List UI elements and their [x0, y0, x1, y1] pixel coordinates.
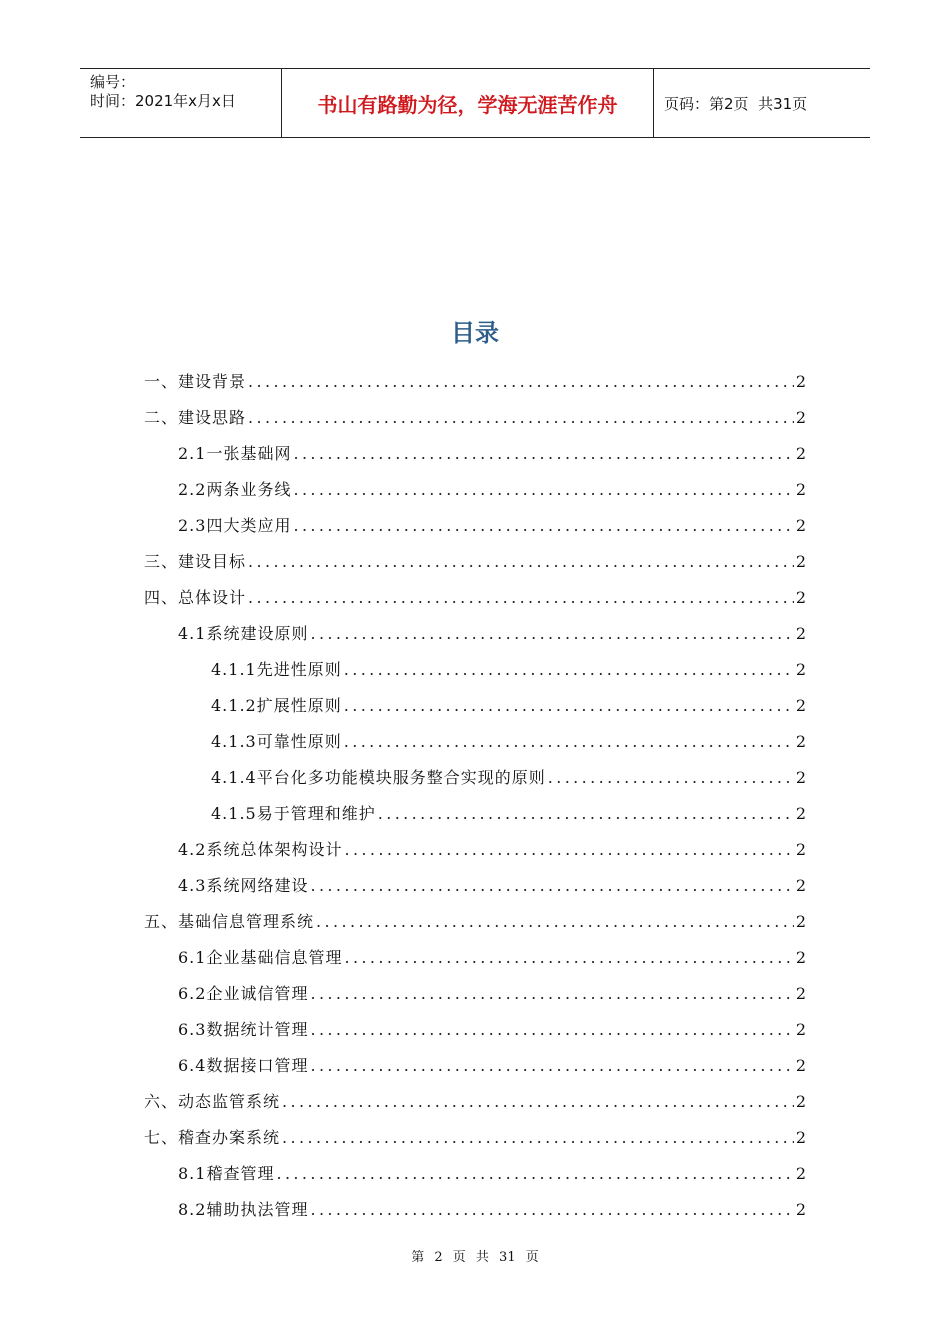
header-meta-cell	[80, 69, 282, 137]
toc-entry[interactable]	[211, 730, 806, 754]
toc-leader	[310, 1018, 793, 1042]
toc-leader	[293, 514, 793, 538]
date-label: 时间：2021年x月x日	[90, 92, 236, 110]
toc-entry-label: 4.2系统总体架构设计	[178, 840, 343, 859]
toc-entry-label: 4.1.2扩展性原则	[211, 696, 342, 715]
toc-entry[interactable]	[144, 550, 806, 574]
toc-entry-label: 8.1稽查管理	[178, 1164, 275, 1183]
toc-leader	[310, 1198, 793, 1222]
toc-leader	[282, 1126, 794, 1150]
toc-entry[interactable]	[144, 1126, 806, 1150]
toc-entry-label: 4.1.4平台化多功能模块服务整合实现的原则	[211, 768, 546, 787]
toc-entry-page: 2	[795, 660, 806, 679]
toc-entry-label: 6.3数据统计管理	[178, 1020, 309, 1039]
toc-entry-label: 4.1.3可靠性原则	[211, 732, 342, 751]
toc-entry[interactable]	[178, 622, 806, 646]
toc-entry[interactable]	[144, 586, 806, 610]
toc-leader	[248, 586, 794, 610]
toc-entry-label: 一、建设背景	[144, 372, 247, 391]
code-label: 编号：	[90, 73, 136, 91]
toc-entry[interactable]	[211, 766, 806, 790]
toc-leader	[378, 802, 794, 826]
toc-entry-page: 2	[795, 480, 806, 499]
toc-leader	[344, 838, 793, 862]
toc-entry-page: 2	[795, 552, 806, 571]
toc-entry-page: 2	[795, 624, 806, 643]
toc-entry-label: 二、建设思路	[144, 408, 247, 427]
toc-leader	[293, 442, 793, 466]
toc-entry[interactable]	[144, 1090, 806, 1114]
toc-leader	[344, 658, 794, 682]
toc-entry-page: 2	[795, 804, 806, 823]
toc-entry-page: 2	[795, 408, 806, 427]
toc-entry-page: 2	[795, 768, 806, 787]
toc-entry[interactable]	[178, 1018, 806, 1042]
toc-entry[interactable]	[144, 406, 806, 430]
toc-entry-label: 2.3四大类应用	[178, 516, 292, 535]
toc-leader	[344, 946, 793, 970]
toc-entry[interactable]	[178, 838, 806, 862]
toc-leader	[344, 694, 794, 718]
toc-entry[interactable]	[178, 1198, 806, 1222]
toc-entry-label: 4.1.1先进性原则	[211, 660, 342, 679]
toc-entry-label: 三、建设目标	[144, 552, 247, 571]
toc-entry-label: 4.1系统建设原则	[178, 624, 309, 643]
toc-entry-page: 2	[795, 1164, 806, 1183]
toc-entry-page: 2	[795, 444, 806, 463]
toc-entry-page: 2	[795, 840, 806, 859]
header-page-info: 页码：第2页 共31页	[664, 94, 808, 113]
toc-title: 目录	[451, 319, 499, 347]
toc-entry-label: 6.2企业诚信管理	[178, 984, 309, 1003]
toc-entry-label: 2.1一张基础网	[178, 444, 292, 463]
toc-entry[interactable]	[178, 442, 806, 466]
toc-leader	[248, 406, 794, 430]
toc-leader	[293, 478, 793, 502]
toc-leader	[276, 1162, 793, 1186]
toc-entry-page: 2	[795, 588, 806, 607]
toc-leader	[248, 550, 794, 574]
toc-entry-label: 6.4数据接口管理	[178, 1056, 309, 1075]
toc-entry-page: 2	[795, 984, 806, 1003]
toc-entry[interactable]	[211, 694, 806, 718]
toc-entry-page: 2	[795, 1128, 806, 1147]
toc-entry-page: 2	[795, 1200, 806, 1219]
toc-entry[interactable]	[178, 946, 806, 970]
toc-entry[interactable]	[178, 874, 806, 898]
toc-entry-page: 2	[795, 912, 806, 931]
toc-leader	[548, 766, 794, 790]
toc-entry-page: 2	[795, 1020, 806, 1039]
toc-entry[interactable]	[178, 1162, 806, 1186]
toc-entry-page: 2	[795, 876, 806, 895]
toc-entry[interactable]	[211, 658, 806, 682]
toc-entry-page: 2	[795, 696, 806, 715]
header-motto: 书山有路勤为径，学海无涯苦作舟	[282, 69, 654, 137]
toc-entry-page: 2	[795, 372, 806, 391]
toc-entry-page: 2	[795, 948, 806, 967]
page-header	[80, 68, 870, 138]
toc-leader	[310, 874, 793, 898]
toc-entry[interactable]	[144, 910, 806, 934]
toc-entry-label: 4.3系统网络建设	[178, 876, 309, 895]
page-footer: 第 2 页 共 31 页	[411, 1250, 539, 1265]
toc-entry[interactable]	[178, 1054, 806, 1078]
toc-entry-label: 七、稽查办案系统	[144, 1128, 281, 1147]
toc-entry[interactable]	[178, 478, 806, 502]
toc-entry-label: 六、动态监管系统	[144, 1092, 281, 1111]
toc-entry-label: 8.2辅助执法管理	[178, 1200, 309, 1219]
toc-entry-page: 2	[795, 732, 806, 751]
toc-entry[interactable]	[211, 802, 806, 826]
toc-entry-page: 2	[795, 1056, 806, 1075]
toc-leader	[316, 910, 794, 934]
toc-entry-page: 2	[795, 516, 806, 535]
toc-entry-page: 2	[795, 1092, 806, 1111]
toc-entry[interactable]	[178, 514, 806, 538]
toc-leader	[248, 370, 794, 394]
toc-entry-label: 五、基础信息管理系统	[144, 912, 315, 931]
toc-entry[interactable]	[178, 982, 806, 1006]
toc-entry-label: 四、总体设计	[144, 588, 247, 607]
toc-entry-label: 6.1企业基础信息管理	[178, 948, 343, 967]
toc-entry-label: 2.2两条业务线	[178, 480, 292, 499]
toc-entry-label: 4.1.5易于管理和维护	[211, 804, 376, 823]
toc-leader	[310, 1054, 793, 1078]
toc-leader	[344, 730, 794, 754]
toc-leader	[310, 622, 793, 646]
toc-entry[interactable]	[144, 370, 806, 394]
toc-leader	[310, 982, 793, 1006]
toc-leader	[282, 1090, 794, 1114]
